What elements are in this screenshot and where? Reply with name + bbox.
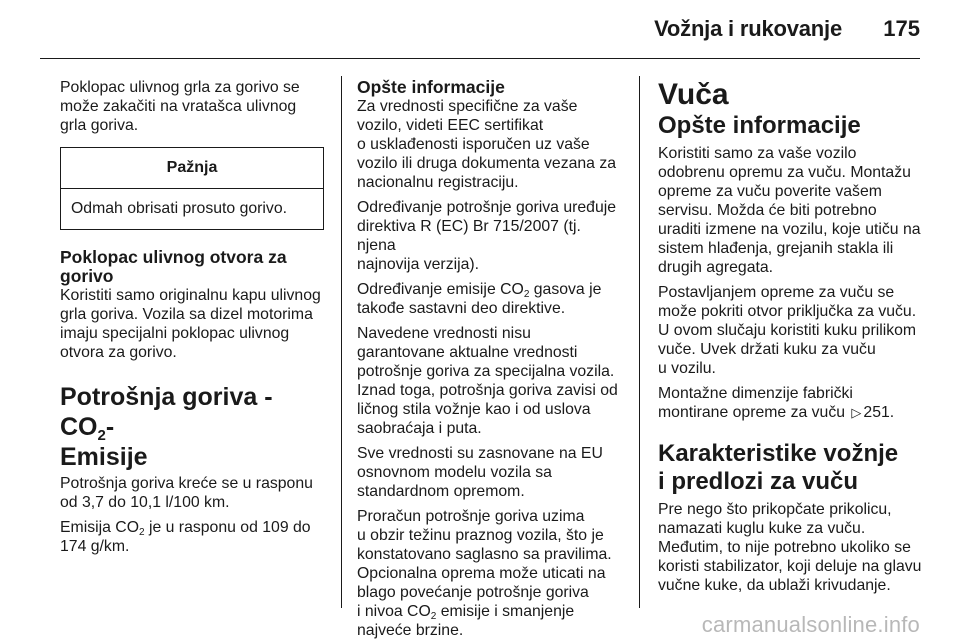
- section-heading-driving-characteristics: Karakteristike vožnje i predlozi za vuču: [658, 440, 899, 495]
- column-divider: [341, 76, 342, 608]
- section-heading-fuel-consumption: Potrošnja goriva - $CO_2-$ Emisije: [60, 383, 273, 471]
- header-rule: [40, 58, 920, 59]
- note-text: Odmah obrisati prosuto gorivo.: [71, 200, 287, 217]
- page-reference-link[interactable]: 251: [863, 404, 890, 421]
- paragraph: Navedene vrednosti nisu garantovane aktualne vrednosti potrošnje goriva za specijalna vozila. Iznad toga, potrošnja goriva zavisi od ličnog stila vožnje kao i od uslova saobraćaja i puta.: [357, 325, 618, 437]
- column-middle: [357, 78, 623, 642]
- paragraph: Postavljanjem opreme za vuču se može pokriti otvor priključka za vuču. U ovom slučaju koristiti kuku prilikom vuče. Uvek držati kuku za vuču u vozilu.: [658, 284, 917, 377]
- note-box: [60, 147, 324, 230]
- paragraph: Pre nego što prikopčate prikolicu, namazati kuglu kuke za vuču. Međutim, to nije potrebno ukoliko se koristi stabilizator, koji deluje na glavu vučne kuke, da ublaži krivudanje.: [658, 501, 922, 594]
- paragraph: Određivanje emisije $CO_2$ gasova je takođe sastavni deo direktive.: [357, 281, 602, 317]
- section-heading-fuel-cap: Poklopac ulivnog otvora za gorivo: [60, 247, 287, 286]
- column-left: [60, 78, 324, 562]
- section-heading-general-info: Opšte informacije: [357, 77, 505, 97]
- fuel-cap-paragraph: Koristiti samo originalnu kapu ulivnog grla goriva. Vozila sa dizel motorima imaju specijalni poklopac ulivnog otvora za gorivo.: [60, 287, 321, 361]
- note-title: Pažnja: [61, 148, 323, 189]
- paragraph: Sve vrednosti su zasnovane na EU osnovnom modelu vozila sa standardnom opremom.: [357, 445, 603, 500]
- consumption-range-paragraph: Potrošnja goriva kreće se u rasponu od 3,7 do 10,1 l/100 km.: [60, 475, 313, 511]
- running-title: Vožnja i rukovanje: [654, 16, 842, 41]
- paragraph: Proračun potrošnje goriva uzima u obzir težinu praznog vozila, što je konstatovano saglasno sa pravilima. Opcionalna oprema može uticati na blago povećanje potrošnje goriva i nivoa $CO_2$ emisije i smanjenje najveće brzine.: [357, 508, 612, 639]
- chapter-title-towing: Vuča: [658, 78, 729, 111]
- paragraph: Za vrednosti specifične za vaše vozilo, videti EEC sertifikat o usklađenosti isporučen uz vaše vozilo ili druga dokumenta vezana za nacionalnu registraciju.: [357, 98, 617, 191]
- column-divider: [639, 76, 640, 608]
- section-heading-general-info: Opšte informacije: [658, 112, 861, 139]
- column-right: [658, 78, 924, 601]
- page-reference-icon: ▷: [851, 405, 862, 420]
- watermark: carmanualsonline.info: [701, 612, 920, 637]
- emission-range-paragraph: Emisija $CO_2$ je u rasponu od 109 do 174 g/km.: [60, 519, 311, 555]
- intro-paragraph: Poklopac ulivnog grla za gorivo se može zakačiti na vratašca ulivnog grla goriva.: [60, 79, 300, 134]
- page-header: [0, 0, 960, 60]
- page-number: 175: [883, 16, 920, 41]
- paragraph: Montažne dimenzije fabrički montirane opreme za vuču ▷ 251.: [658, 385, 895, 421]
- paragraph: Koristiti samo za vaše vozilo odobrenu opremu za vuču. Montažu opreme za vuču poverite vašem servisu. Možda će biti potrebno uraditi izmene na vozilu, koje utiču na sistem hlađenja, grejanih stakla ili drugih agregata.: [658, 145, 921, 276]
- paragraph: Određivanje potrošnje goriva uređuje direktiva R (EC) Br 715/2007 (tj. njena najnovija verzija).: [357, 199, 617, 273]
